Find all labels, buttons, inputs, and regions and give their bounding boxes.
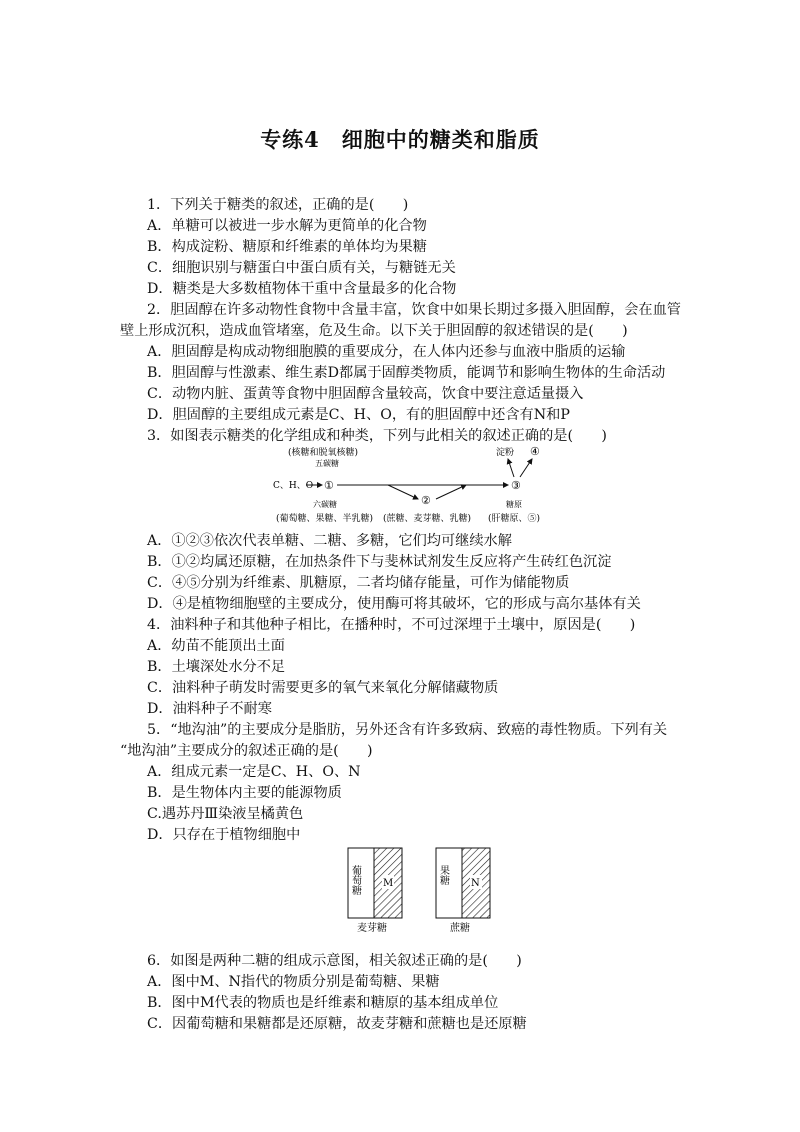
option-1a: A．单糖可以被进一步水解为更简单的化合物 [147, 218, 427, 234]
question-3: 3．如图表示糖类的化学组成和种类，下列与此相关的叙述正确的是( ) [147, 428, 607, 444]
option-5b: B．是生物体内主要的能源物质 [147, 785, 342, 801]
option-5c: C.遇苏丹Ⅲ染液呈橘黄色 [147, 806, 304, 822]
question-2: 2．胆固醇在许多动物性食物中含量丰富，饮食中如果长期过多摄入胆固醇，会在血管 [147, 302, 681, 318]
option-2a: A．胆固醇是构成动物细胞膜的重要成分，在人体内还参与血液中脂质的运输 [147, 344, 626, 360]
arrow-3-to-4 [520, 459, 532, 477]
question-1: 1．下列关于糖类的叙述，正确的是( ) [147, 197, 409, 213]
arrow-3-to-starch [508, 459, 514, 477]
option-3a: A．①②③依次代表单糖、二糖、多糖，它们均可继续水解 [147, 533, 512, 549]
arrow-to-2 [388, 485, 418, 499]
sugar-classification-diagram [268, 444, 568, 534]
label-glucose: 葡萄糖 [349, 865, 361, 895]
question-2-continued: 壁上形成沉积，造成血管堵塞，危及生命。以下关于胆固醇的叙述错误的是( ) [120, 323, 628, 339]
diagram-starch-label: 淀粉 [496, 448, 515, 458]
diagram-node-3: ③ [511, 479, 521, 492]
option-3c: C．④⑤分别为纤维素、肌糖原，二者均储存能量，可作为储能物质 [147, 575, 570, 591]
diagram-disaccharide-list: (蔗糖、麦芽糖、乳糖) [383, 514, 472, 524]
option-6a: A．图中M、N指代的物质分别是葡萄糖、果糖 [147, 974, 440, 990]
option-2c: C．动物内脏、蛋黄等食物中胆固醇含量较高，饮食中要注意适量摄入 [147, 386, 584, 402]
diagram-hexose-list: (葡萄糖、果糖、半乳糖) [276, 514, 374, 524]
option-2b: B．胆固醇与性激素、维生素D都属于固醇类物质，能调节和影响生物体的生命活动 [147, 365, 666, 381]
diagram-pentose-label: 五碳糖 [315, 459, 339, 468]
option-5d: D．只存在于植物细胞中 [147, 827, 301, 843]
option-6b: B．图中M代表的物质也是纤维素和糖原的基本组成单位 [147, 995, 499, 1011]
option-4d: D．油料种子不耐寒 [147, 701, 272, 717]
diagram-node-2: ② [421, 494, 431, 507]
diagram-glycogen-label: 糖原 [506, 500, 522, 509]
option-4b: B．土壤深处水分不足 [147, 659, 286, 675]
option-1c: C．细胞识别与糖蛋白中蛋白质有关，与糖链无关 [147, 260, 456, 276]
option-1d: D．糖类是大多数植物体干重中含量最多的化合物 [147, 281, 457, 297]
diagram-top-left-label: (核糖和脱氧核糖) [288, 448, 359, 458]
question-4: 4．油料种子和其他种子相比，在播种时，不可过深埋于土壤中，原因是( ) [147, 617, 636, 633]
option-5a: A．组成元素一定是C、H、O、N [147, 764, 361, 780]
caption-maltose: 麦芽糖 [357, 923, 387, 934]
option-3d: D．④是植物细胞壁的主要成分，使用酶可将其破坏，它的形成与高尔基体有关 [147, 596, 641, 612]
diagram-elements-label: C、H、O [273, 481, 314, 491]
label-fructose: 果糖 [437, 865, 449, 885]
diagram-node-4: ④ [530, 445, 540, 458]
option-3b: B．①②均属还原糖，在加热条件下与斐林试剂发生反应将产生砖红色沉淀 [147, 554, 612, 570]
option-4c: C．油料种子萌发时需要更多的氧气来氧化分解储藏物质 [147, 680, 499, 696]
page-title: 专练4 细胞中的糖类和脂质 [260, 127, 540, 152]
option-6c: C．因葡萄糖和果糖都是还原糖，故麦芽糖和蔗糖也是还原糖 [147, 1016, 527, 1032]
question-5-continued: “地沟油”主要成分的叙述正确的是( ) [120, 743, 373, 759]
question-5: 5．“地沟油”的主要成分是脂肪，另外还含有许多致病、致癌的毒性物质。下列有关 [147, 722, 668, 738]
option-2d: D．胆固醇的主要组成元素是C、H、O，有的胆固醇中还含有N和P [147, 407, 570, 423]
label-m: M [383, 878, 394, 889]
label-n: N [471, 878, 480, 889]
diagram-hexose-label: 六碳糖 [313, 500, 337, 509]
option-4a: A．幼苗不能顶出土面 [147, 638, 285, 654]
caption-sucrose: 蔗糖 [450, 923, 470, 934]
arrow-from-2 [436, 485, 466, 499]
question-6: 6．如图是两种二糖的组成示意图，相关叙述正确的是( ) [147, 953, 522, 969]
option-1b: B．构成淀粉、糖原和纤维素的单体均为果糖 [147, 239, 427, 255]
diagram-glycogen-list: (肝糖原、⑤) [488, 514, 541, 524]
diagram-node-1: ① [324, 479, 334, 492]
disaccharide-diagram [340, 845, 510, 935]
